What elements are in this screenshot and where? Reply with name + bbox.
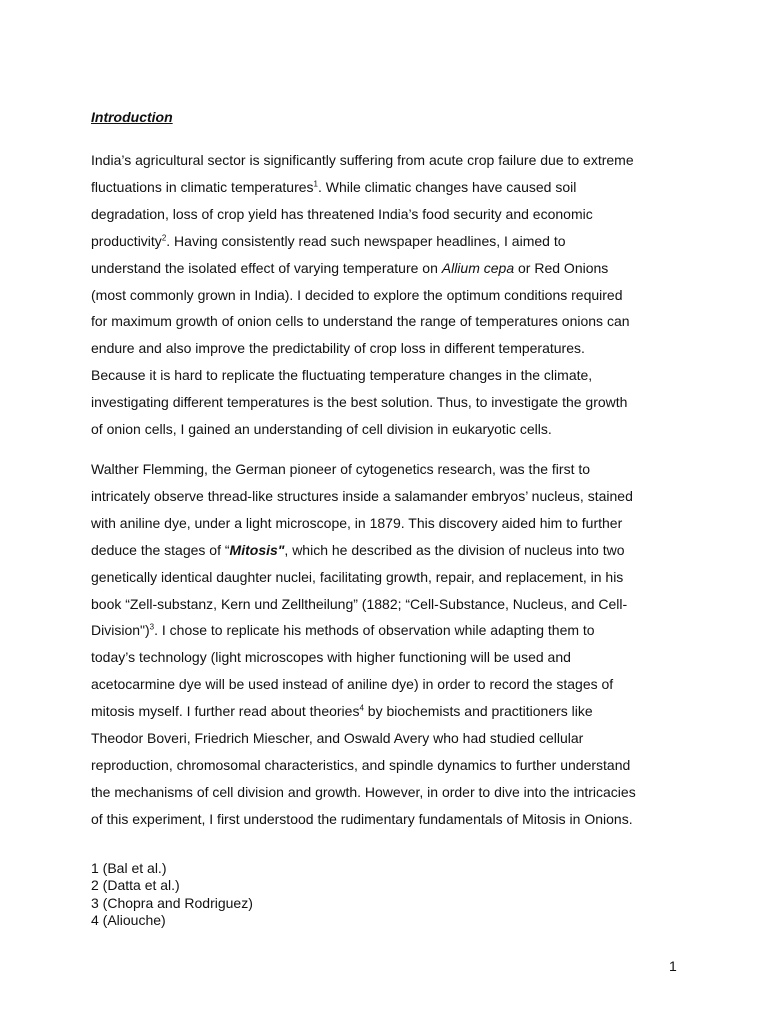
text-line: of this experiment, I first understood the rudimentary fundamentals of Mitosis in Onions. xyxy=(91,810,633,827)
text-line: Walther Flemming, the German pioneer of cytogenetics research, was the first to xyxy=(91,461,591,477)
text-line: degradation, loss of crop yield has threatened India’s food security and economic xyxy=(91,205,593,222)
text-line: productivity$^2$. Having consistently read such newspaper headlines, I aimed to xyxy=(91,232,566,249)
text-line: genetically identical daughter nuclei, facilitating growth, repair, and replacement, in his xyxy=(91,568,624,585)
footnote: 1 (Bal et al.) xyxy=(91,860,167,876)
text-line: understand the isolated effect of varying temperature on Allium cepa or Red Onions xyxy=(91,259,609,276)
footnote: 3 (Chopra and Rodriguez) xyxy=(91,894,253,911)
text-line: book “Zell-substanz, Kern und Zelltheilung” (1882; “Cell-Substance, Nucleus, and Cell- xyxy=(91,595,628,612)
text-line: Theodor Boveri, Friedrich Miescher, and Oswald Avery who had studied cellular xyxy=(91,730,584,747)
text-line: Because it is hard to replicate the fluctuating temperature changes in the climate, xyxy=(91,367,593,384)
species-name: Allium cepa xyxy=(441,259,515,276)
text-line: intricately observe thread-like structures inside a salamander embryos’ nucleus, stained xyxy=(91,487,633,504)
footnotes-list xyxy=(91,860,253,929)
footnote-ref: 3 xyxy=(149,622,155,632)
text-line: today’s technology (light microscopes with higher functioning will be used and xyxy=(91,649,571,666)
section-heading: Introduction xyxy=(91,109,173,125)
footnote: 4 (Aliouche) xyxy=(91,911,166,928)
text-line: Division")$^3$. I chose to replicate his methods of observation while adapting them to xyxy=(91,622,595,639)
text-line: with aniline dye, under a light microscope, in 1879. This discovery aided him to further xyxy=(91,514,623,531)
page-number: 1 xyxy=(669,958,677,974)
text-line: fluctuations in climatic temperatures$^1$. While climatic changes have caused soil xyxy=(91,178,577,195)
text-line: mitosis myself. I further read about theories$^4$ by biochemists and practitioners like xyxy=(91,703,593,720)
text-line: acetocarmine dye will be used instead of aniline dye) in order to record the stages of xyxy=(91,676,614,693)
text-line: for maximum growth of onion cells to understand the range of temperatures onions can xyxy=(91,313,630,330)
text-line: the mechanisms of cell division and growth. However, in order to dive into the intricacies xyxy=(91,783,636,800)
text-line: of onion cells, I gained an understanding of cell division in eukaryotic cells. xyxy=(91,421,552,438)
footnote-ref: 2 xyxy=(161,233,167,243)
text-line: deduce the stages of “Mitosis", which he described as the division of nucleus into two xyxy=(91,541,625,558)
mitosis-term: Mitosis" xyxy=(229,541,285,558)
paragraph-crop-failure xyxy=(91,147,681,443)
text-line: reproduction, chromosomal characteristics, and spindle dynamics to further understand xyxy=(91,756,631,773)
footnote-ref: 1 xyxy=(313,179,318,189)
text-line: India’s agricultural sector is significantly suffering from acute crop failure due to extreme xyxy=(91,152,634,168)
footnote: 2 (Datta et al.) xyxy=(91,877,180,894)
text-line: endure and also improve the predictability of crop loss in different temperatures. xyxy=(91,340,585,357)
footnote-ref: 4 xyxy=(359,703,364,713)
text-line: (most commonly grown in India). I decided to explore the optimum conditions required xyxy=(91,286,623,303)
paragraph-flemming xyxy=(91,456,681,833)
text-line: investigating different temperatures is the best solution. Thus, to investigate the growth xyxy=(91,394,628,411)
